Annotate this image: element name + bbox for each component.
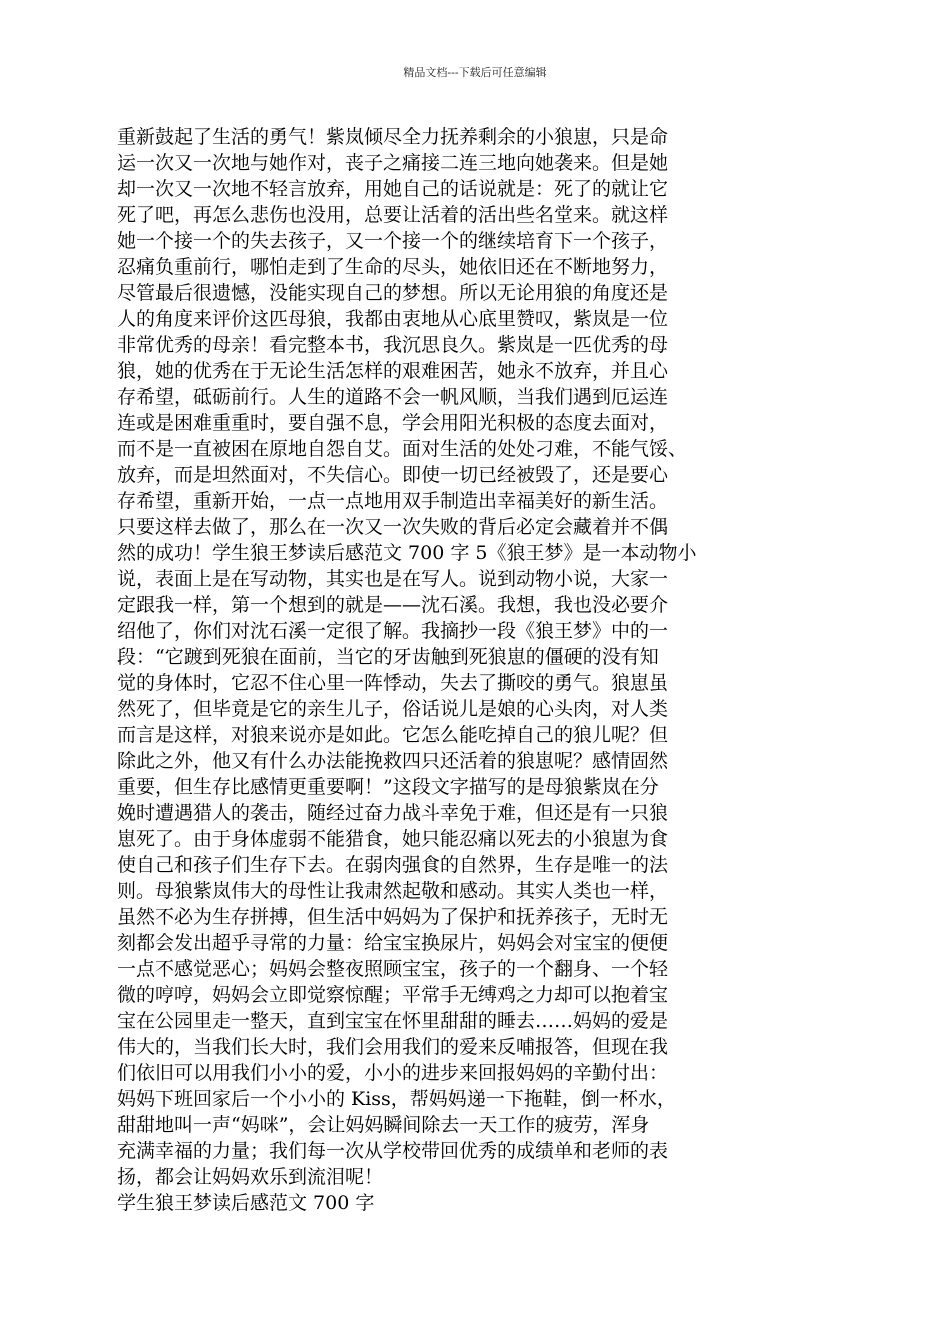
text-line: 妈妈下班回家后一个小小的 Kiss，帮妈妈递一下拖鞋，倒一杯水， [117,1088,676,1110]
text-line: 重新鼓起了生活的勇气！紫岚倾尽全力抚养剩余的小狼崽，只是命 [117,126,669,148]
text-line: 定跟我一样，第一个想到的就是——沈石溪。我想，我也没必要介 [117,594,669,616]
text-line: 而不是一直被困在原地自怨自艾。面对生活的处处刁难，不能气馁、 [117,438,688,460]
text-line: 充满幸福的力量；我们每一次从学校带回优秀的成绩单和老师的表 [117,1140,669,1162]
body-text [117,124,829,1216]
text-line: 微的哼哼，妈妈会立即觉察惊醒；平常手无缚鸡之力却可以抱着宝 [117,984,669,1006]
text-line: 只要这样去做了，那么在一次又一次失败的背后必定会藏着并不偶 [117,516,669,538]
text-line: 人的角度来评价这匹母狼，我都由衷地从心底里赞叹，紫岚是一位 [117,308,669,330]
text-line: 运一次又一次地与她作对，丧子之痛接二连三地向她袭来。但是她 [117,152,669,174]
text-line: 狼，她的优秀在于无论生活怎样的艰难困苦，她永不放弃，并且心 [117,360,669,382]
text-line: 她一个接一个的失去孩子，又一个接一个的继续培育下一个孩子， [117,230,669,252]
text-line: 放弃，而是坦然面对，不失信心。即使一切已经被毁了，还是要心 [117,464,669,486]
text-line: 忍痛负重前行，哪怕走到了生命的尽头，她依旧还在不断地努力， [117,256,669,278]
text-line: 觉的身体时，它忍不住心里一阵悸动，失去了撕咬的勇气。狼崽虽 [117,672,669,694]
text-line: 甜甜地叫一声“妈咪”，会让妈妈瞬间除去一天工作的疲劳，浑身 [117,1114,650,1136]
text-line: 们依旧可以用我们小小的爱，小小的进步来回报妈妈的辛勤付出： [117,1062,669,1084]
text-line: 非常优秀的母亲！看完整本书，我沉思良久。紫岚是一匹优秀的母 [117,334,669,356]
text-line: 一点不感觉恶心；妈妈会整夜照顾宝宝，孩子的一个翻身、一个轻 [117,958,669,980]
text-line: 存希望，砥砺前行。人生的道路不会一帆风顺，当我们遇到厄运连 [117,386,669,408]
text-line: 却一次又一次地不轻言放弃，用她自己的话说就是：死了的就让它 [117,178,669,200]
text-line: 说，表面上是在写动物，其实也是在写人。说到动物小说，大家一 [117,568,669,590]
text-line: 虽然不必为生存拼搏，但生活中妈妈为了保护和抚养孩子，无时无 [117,906,669,928]
text-line: 扬，都会让妈妈欢乐到流泪呢！ [117,1166,384,1188]
text-line: 使自己和孩子们生存下去。在弱肉强食的自然界，生存是唯一的法 [117,854,669,876]
text-line: 绍他了，你们对沈石溪一定很了解。我摘抄一段《狼王梦》中的一 [117,620,669,642]
text-line: 段：“它踱到死狼在面前，当它的牙齿触到死狼崽的僵硬的没有知 [117,646,659,668]
text-line: 尽管最后很遗憾，没能实现自己的梦想。所以无论用狼的角度还是 [117,282,669,304]
text-line: 娩时遭遇猎人的袭击，随经过奋力战斗幸免于难，但还是有一只狼 [117,802,669,824]
text-line: 刻都会发出超乎寻常的力量：给宝宝换尿片，妈妈会对宝宝的便便 [117,932,669,954]
text-line: 宝在公园里走一整天，直到宝宝在怀里甜甜的睡去……妈妈的爱是 [117,1010,669,1032]
text-line: 除此之外，他又有什么办法能挽救四只还活着的狼崽呢？感情固然 [117,750,669,772]
text-line: 崽死了。由于身体虚弱不能猎食，她只能忍痛以死去的小狼崽为食 [117,828,669,850]
text-line: 则。母狼紫岚伟大的母性让我肃然起敬和感动。其实人类也一样， [117,880,669,902]
text-line: 而言是这样，对狼来说亦是如此。它怎么能吃掉自己的狼儿呢？但 [117,724,669,746]
text-line: 伟大的，当我们长大时，我们会用我们的爱来反哺报答，但现在我 [117,1036,669,1058]
text-line: 连或是困难重重时，要自强不息，学会用阳光积极的态度去面对， [117,412,669,434]
text-line: 存希望，重新开始，一点一点地用双手制造出幸福美好的新生活。 [117,490,669,512]
page-header: 精品文档---下载后可任意编辑 [403,66,547,79]
text-line: 重要，但生存比感情更重要啊！”这段文字描写的是母狼紫岚在分 [117,776,659,798]
text-line: 学生狼王梦读后感范文 700 字 [117,1192,375,1214]
text-line: 然的成功！学生狼王梦读后感范文 700 字 5《狼王梦》是一本动物小 [117,542,697,564]
text-line: 然死了，但毕竟是它的亲生儿子，俗话说儿是娘的心头肉，对人类 [117,698,669,720]
text-line: 死了吧，再怎么悲伤也没用，总要让活着的活出些名堂来。就这样 [117,204,669,226]
